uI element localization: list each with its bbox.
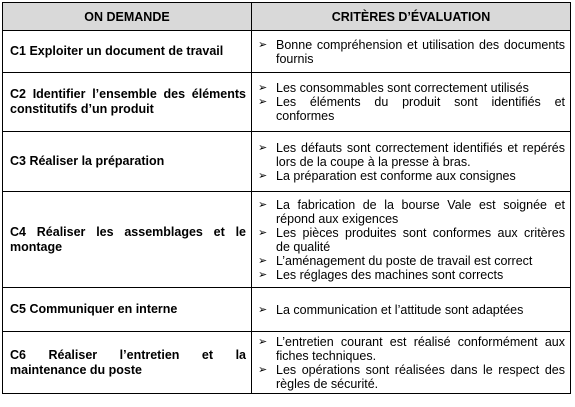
- header-criteres-label: CRITÈRES D’ÉVALUATION: [331, 9, 491, 24]
- criterion-item: [258, 254, 565, 268]
- criterion-text: L’entretien courant est réalisé conformément aux fiches techniques.: [276, 334, 565, 363]
- criterion-text: L’aménagement du poste de travail est correct: [276, 253, 533, 268]
- arrow-bullet-icon: ➢: [258, 198, 268, 211]
- criterion-item: [258, 81, 565, 95]
- arrow-bullet-icon: ➢: [258, 169, 268, 182]
- arrow-bullet-icon: ➢: [258, 303, 268, 316]
- competence-cell: C1 Exploiter un document de travail: [3, 31, 252, 73]
- criterion-item: [258, 303, 565, 317]
- criterion-text: La fabrication de la bourse Vale est soignée et répond aux exigences: [276, 197, 565, 226]
- criterion-item: [258, 38, 565, 66]
- arrow-bullet-icon: ➢: [258, 38, 268, 51]
- criteria-cell: [252, 132, 571, 192]
- criterion-text: Bonne compréhension et utilisation des documents fournis: [276, 37, 565, 66]
- criterion-text: Les pièces produites sont conformes aux critères de qualité: [276, 225, 565, 254]
- criterion-text: Les consommables sont correctement utilisés: [276, 81, 529, 95]
- criterion-text: Les éléments du produit sont identifiés et conformes: [276, 95, 565, 123]
- criteria-cell: [252, 288, 571, 332]
- arrow-bullet-icon: ➢: [258, 363, 268, 376]
- table-row: [3, 132, 571, 192]
- criterion-text: Les opérations sont réalisées dans le respect des règles de sécurité.: [276, 362, 565, 391]
- competence-cell: C3 Réaliser la préparation: [3, 132, 252, 192]
- arrow-bullet-icon: ➢: [258, 268, 268, 281]
- criterion-text: Les défauts sont correctement identifiés et repérés lors de la coupe à la presse à bras.: [276, 140, 565, 169]
- arrow-bullet-icon: ➢: [258, 82, 268, 94]
- criterion-item: [258, 169, 565, 183]
- arrow-bullet-icon: ➢: [258, 254, 268, 267]
- table-row: [3, 31, 571, 73]
- criterion-item: [258, 141, 565, 169]
- competence-cell: C2 Identifier l’ensemble des éléments constitutifs d’un produit: [3, 73, 252, 132]
- criterion-item: [258, 335, 565, 363]
- arrow-bullet-icon: ➢: [258, 226, 268, 239]
- criteria-cell: [252, 73, 571, 132]
- competence-cell: C4 Réaliser les assemblages et le montage: [3, 192, 252, 288]
- criteria-cell: [252, 332, 571, 394]
- header-row: [3, 3, 571, 31]
- criterion-text: La préparation est conforme aux consignes: [276, 168, 516, 183]
- header-on-demande: [3, 3, 252, 31]
- header-on-demande-label: ON DEMANDE: [84, 9, 170, 24]
- arrow-bullet-icon: ➢: [258, 335, 268, 348]
- competence-cell: C6 Réaliser l’entretien et la maintenance du poste: [3, 332, 252, 394]
- table-row: [3, 332, 571, 394]
- table-row: [3, 288, 571, 332]
- criteria-cell: [252, 192, 571, 288]
- criterion-text: Les réglages des machines sont corrects: [276, 267, 504, 282]
- arrow-bullet-icon: ➢: [258, 96, 268, 108]
- arrow-bullet-icon: ➢: [258, 141, 268, 154]
- criterion-item: [258, 363, 565, 391]
- criterion-item: [258, 226, 565, 254]
- table-row: [3, 73, 571, 132]
- criterion-item: [258, 268, 565, 282]
- criterion-item: [258, 95, 565, 123]
- competence-cell: C5 Communiquer en interne: [3, 288, 252, 332]
- table-row: [3, 192, 571, 288]
- evaluation-table: [2, 2, 571, 394]
- criteria-cell: [252, 31, 571, 73]
- criterion-item: [258, 198, 565, 226]
- criterion-text: La communication et l’attitude sont adaptées: [276, 302, 524, 317]
- header-criteres: [252, 3, 571, 31]
